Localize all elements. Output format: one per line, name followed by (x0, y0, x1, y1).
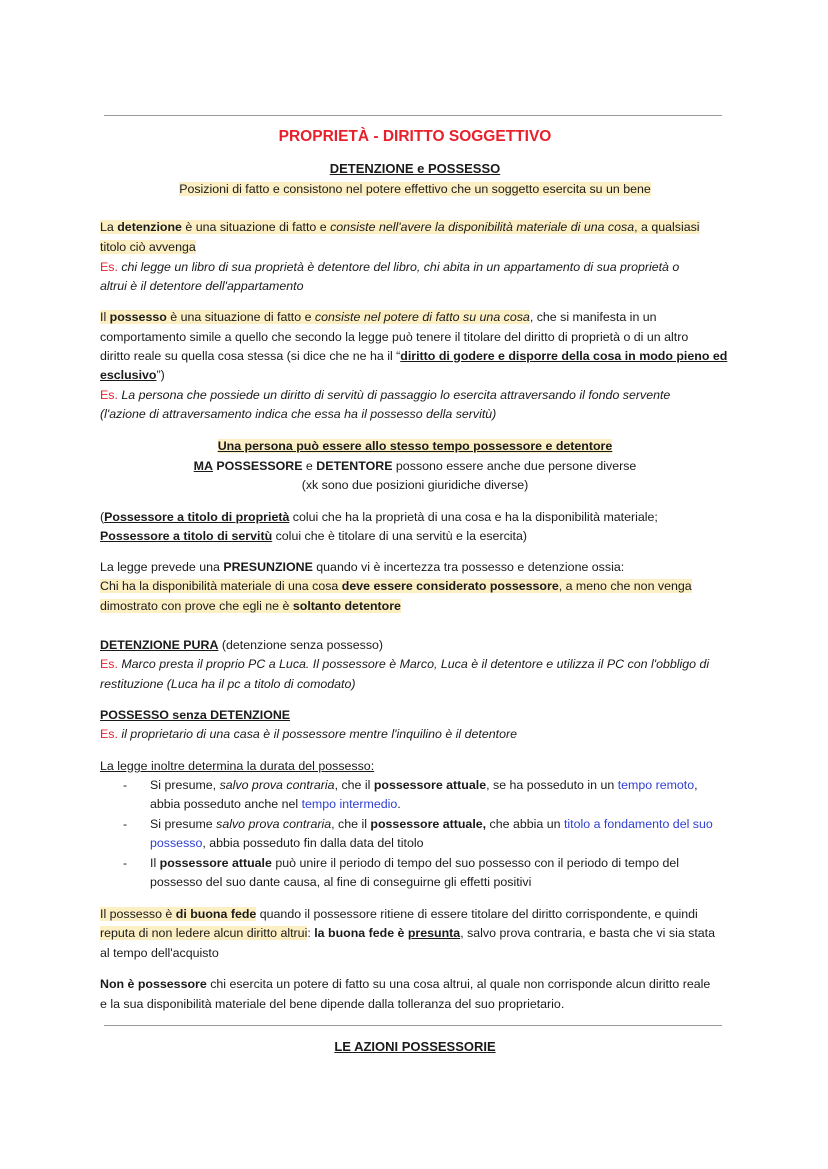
durata-bullet-2-line-1: Si presume salvo prova contraria, che il possessore attuale, che abbia un titolo a fondamento del suo (150, 817, 713, 831)
non-possessore-line-1: Non è possessore chi esercita un potere di fatto su una cosa altrui, al quale non corrisponde alcun diritto reale (100, 977, 711, 991)
presunzione-line-2: Chi ha la disponibilità materiale di una cosa deve essere considerato possessore, a meno che non venga (100, 579, 692, 593)
titolo-proprieta-line: (Possessore a titolo di proprietà colui che ha la proprietà di una cosa e ha la disponibilità materiale; (100, 510, 658, 524)
durata-bullet-3-line-2: possesso del suo dante causa, al fine di conseguirne gli effetti positivi (150, 875, 532, 889)
durata-bullet-2-line-2: possesso, abbia posseduto fin dalla data del titolo (150, 836, 424, 850)
intro-text: Posizioni di fatto e consistono nel potere effettivo che un soggetto esercita su un bene (179, 182, 651, 196)
section-heading-azioni-possessorie: LE AZIONI POSSESSORIE (334, 1039, 496, 1054)
presunzione-line-1: La legge prevede una PRESUNZIONE quando vi è incertezza tra possesso e detenzione ossia: (100, 560, 625, 574)
buona-fede-line-2: reputa di non ledere alcun diritto altrui: la buona fede è presunta, salvo prova contraria, e basta che vi sia stata (100, 926, 716, 940)
bullet-dash: - (123, 856, 128, 870)
detenzione-line-1: La detenzione è una situazione di fatto e consiste nell'avere la disponibilità materiale di una cosa, a qualsiasi (100, 220, 700, 234)
durata-bullet-3-line-1: Il possessore attuale può unire il periodo di tempo del suo possesso con il periodo di tempo del (150, 856, 679, 870)
possesso-line-1: Il possesso è una situazione di fatto e consiste nel potere di fatto su una cosa, che si manifesta in un (100, 310, 657, 324)
buona-fede-line-3: al tempo dell'acquisto (100, 946, 219, 960)
detenzione-pura-example-2: restituzione (Luca ha il pc a titolo di comodato) (100, 677, 356, 691)
detenzione-pura-heading: DETENZIONE PURA (detenzione senza possesso) (100, 638, 384, 652)
possesso-example-2: (l'azione di attraversamento indica che essa ha il possesso della servitù) (100, 407, 497, 421)
top-divider (104, 115, 722, 116)
detenzione-line-2: titolo ciò avvenga (100, 240, 196, 254)
possesso-line-4: esclusivo”) (100, 368, 165, 382)
section-heading-detenzione-possesso: DETENZIONE e POSSESSO (329, 161, 501, 176)
titolo-servitu-line: Possessore a titolo di servitù colui che è titolare di una servitù e la esercita) (100, 529, 527, 543)
detenzione-pura-example-1: Es. Marco presta il proprio PC a Luca. Il possessore è Marco, Luca è il detentore e utilizza il PC con l'obbligo di (100, 657, 710, 671)
durata-bullet-1-line-2: abbia posseduto anche nel tempo intermedio. (150, 797, 401, 811)
possesso-example-1: Es. La persona che possiede un diritto di servitù di passaggio lo esercita attraversando il fondo servente (100, 388, 671, 402)
center-note: (xk sono due posizioni giuridiche diverse) (301, 478, 529, 492)
durata-heading: La legge inoltre determina la durata del possesso: (100, 759, 375, 773)
durata-bullet-1-line-1: Si presume, salvo prova contraria, che il possessore attuale, se ha posseduto in un tempo remoto, (150, 778, 698, 792)
center-statement: Una persona può essere allo stesso tempo possessore e detentore (217, 439, 613, 453)
bullet-dash: - (123, 778, 128, 792)
page-title: PROPRIETÀ - DIRITTO SOGGETTIVO (278, 128, 552, 145)
presunzione-line-3: dimostrato con prove che egli ne è soltanto detentore (100, 599, 401, 613)
buona-fede-line-1: Il possesso è di buona fede quando il possessore ritiene di essere titolare del diritto corrispondente, e quindi (100, 907, 698, 921)
detenzione-example-2: altrui è il detentore dell'appartamento (100, 279, 304, 293)
non-possessore-line-2: e la sua disponibilità materiale del bene dipende dalla tolleranza del suo proprietario. (100, 997, 565, 1011)
possesso-line-3: diritto reale su quella cosa stessa (si dice che ne ha il “diritto di godere e disporre della cosa in modo pieno ed (100, 349, 728, 363)
bullet-dash: - (123, 817, 128, 831)
bottom-divider (104, 1025, 722, 1026)
section-intro (100, 180, 730, 200)
possesso-senza-detenzione-heading: POSSESSO senza DETENZIONE (100, 708, 291, 722)
detenzione-example-1: Es. chi legge un libro di sua proprietà è detentore del libro, chi abita in un appartamento di sua proprietà o (100, 260, 680, 274)
center-ma-line: MA POSSESSORE e DETENTORE possono essere anche due persone diverse (193, 459, 637, 473)
possesso-senza-detenzione-example: Es. il proprietario di una casa è il possessore mentre l'inquilino è il detentore (100, 727, 517, 741)
possesso-line-2: comportamento simile a quello che secondo la legge può tenere il titolare del diritto di proprietà o di un altro (100, 330, 689, 344)
